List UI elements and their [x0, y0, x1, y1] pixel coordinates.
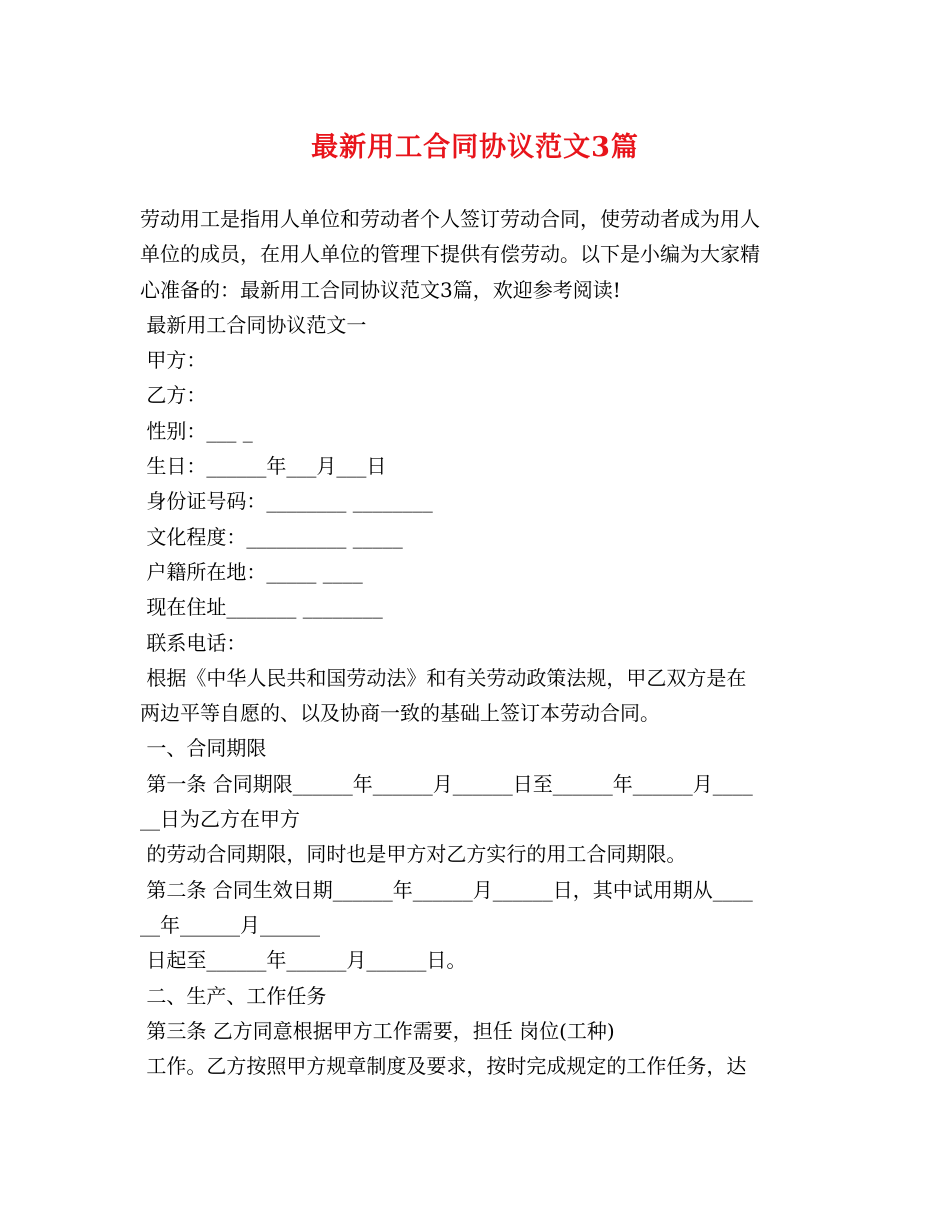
phone-field: 联系电话： [140, 630, 247, 655]
article-line: 第一条 合同期限______年______月______日至______年______月____ [140, 771, 753, 796]
household-registration-field: 户籍所在地：_____ ____ [140, 559, 363, 584]
body-line: 根据《中华人民共和国劳动法》和有关劳动政策法规，甲乙双方是在 [140, 665, 747, 690]
article-line: __年______月______ [140, 912, 320, 937]
body-line: 两边平等自愿的、以及协商一致的基础上签订本劳动合同。 [140, 701, 660, 726]
body-line: 劳动用工是指用人单位和劳动者个人签订劳动合同，使劳动者成为用人 [140, 207, 760, 231]
document-body [140, 202, 820, 1084]
section-heading: 最新用工合同协议范文一 [140, 312, 367, 337]
body-line: 心准备的：最新用工合同协议范文3篇，欢迎参考阅读! [140, 277, 621, 302]
party-b-field: 乙方： [140, 383, 207, 408]
current-address-field: 现在住址_______ ________ [140, 595, 383, 620]
document-title: 最新用工合同协议范文3篇 [311, 132, 639, 163]
education-field: 文化程度：__________ _____ [140, 524, 403, 549]
section-heading: 一、合同期限 [140, 736, 267, 761]
article-line: 日起至______年______月______日。 [140, 948, 467, 973]
body-line: 单位的成员，在用人单位的管理下提供有偿劳动。以下是小编为大家精 [140, 242, 760, 267]
birthday-field: 生日：______年___月___日 [140, 454, 387, 479]
article-line: 第三条 乙方同意根据甲方工作需要，担任 岗位(工种) [140, 1018, 615, 1043]
party-a-field: 甲方： [140, 348, 207, 373]
section-heading: 二、生产、工作任务 [140, 983, 327, 1008]
article-line: 的劳动合同期限，同时也是甲方对乙方实行的用工合同期限。 [140, 842, 687, 867]
article-line: 工作。乙方按照甲方规章制度及要求，按时完成规定的工作任务，达 [140, 1054, 747, 1079]
id-number-field: 身份证号码：________ ________ [140, 489, 433, 514]
article-line: __日为乙方在甲方 [140, 807, 300, 832]
article-line: 第二条 合同生效日期______年______月______日，其中试用期从____ [140, 877, 753, 902]
gender-field: 性别：___ _ [140, 418, 253, 443]
